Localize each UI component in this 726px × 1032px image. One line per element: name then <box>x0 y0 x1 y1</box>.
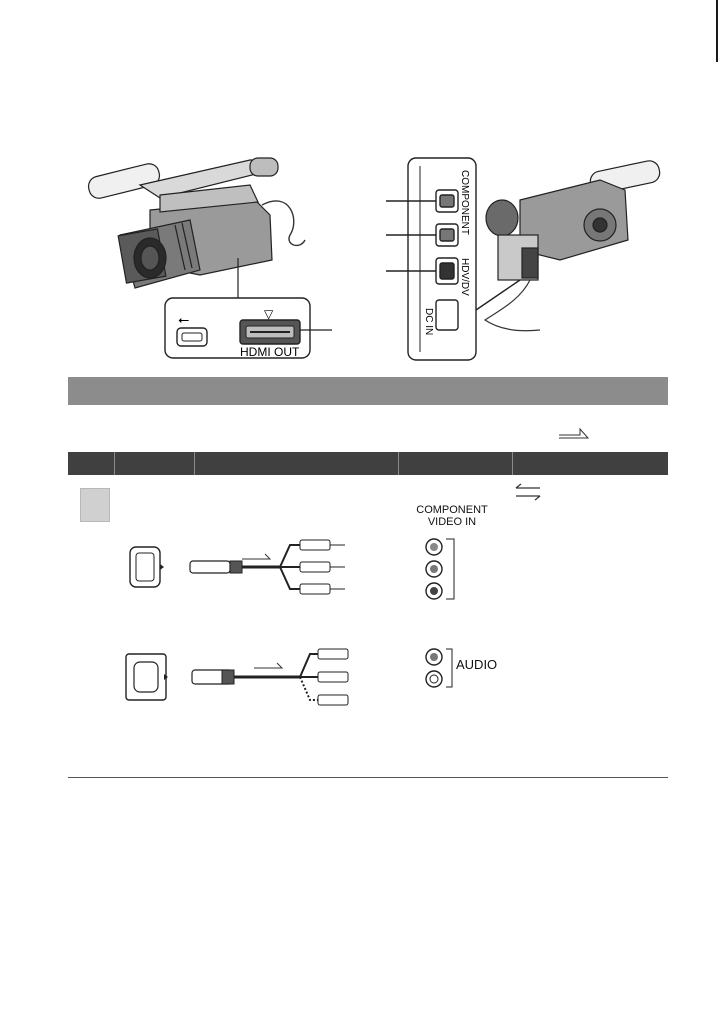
section-header-bar <box>68 377 668 405</box>
dc-in-side-label: DC IN <box>423 308 434 336</box>
hdmi-arrow-icon: ▽ <box>264 307 274 321</box>
camcorder-front-drawing <box>86 158 305 298</box>
table-header-row <box>68 452 668 475</box>
hdmi-out-label: HDMI OUT <box>240 345 300 359</box>
table-header-divider <box>512 452 513 475</box>
usb-symbol-icon: ⭠ <box>178 312 190 328</box>
table-header-divider <box>194 452 195 475</box>
component-cable-illustration <box>120 535 360 605</box>
camcorder-connections-illustration <box>0 140 726 370</box>
component-out-side-label: COMPONENT <box>459 170 470 235</box>
component-video-in-label <box>412 504 492 528</box>
av-cable-illustration <box>118 640 368 710</box>
camcorder-side-drawing <box>485 159 662 331</box>
page-edge-mark <box>716 0 718 62</box>
hdv-dv-side-label: HDV/DV <box>459 258 470 296</box>
connector-direction-arrow-icon <box>558 426 590 440</box>
audio-label: AUDIO <box>456 657 498 672</box>
section-divider <box>68 777 668 778</box>
component-video-in-line2: VIDEO IN <box>427 516 477 528</box>
bidirectional-signal-arrow-icon <box>512 482 542 502</box>
component-jacks-icon <box>420 535 470 605</box>
row-badge <box>80 488 110 522</box>
audio-jacks-icon <box>420 646 460 692</box>
table-header-divider <box>114 452 115 475</box>
component-video-in-line1: COMPONENT <box>416 504 488 516</box>
table-header-divider <box>398 452 399 475</box>
